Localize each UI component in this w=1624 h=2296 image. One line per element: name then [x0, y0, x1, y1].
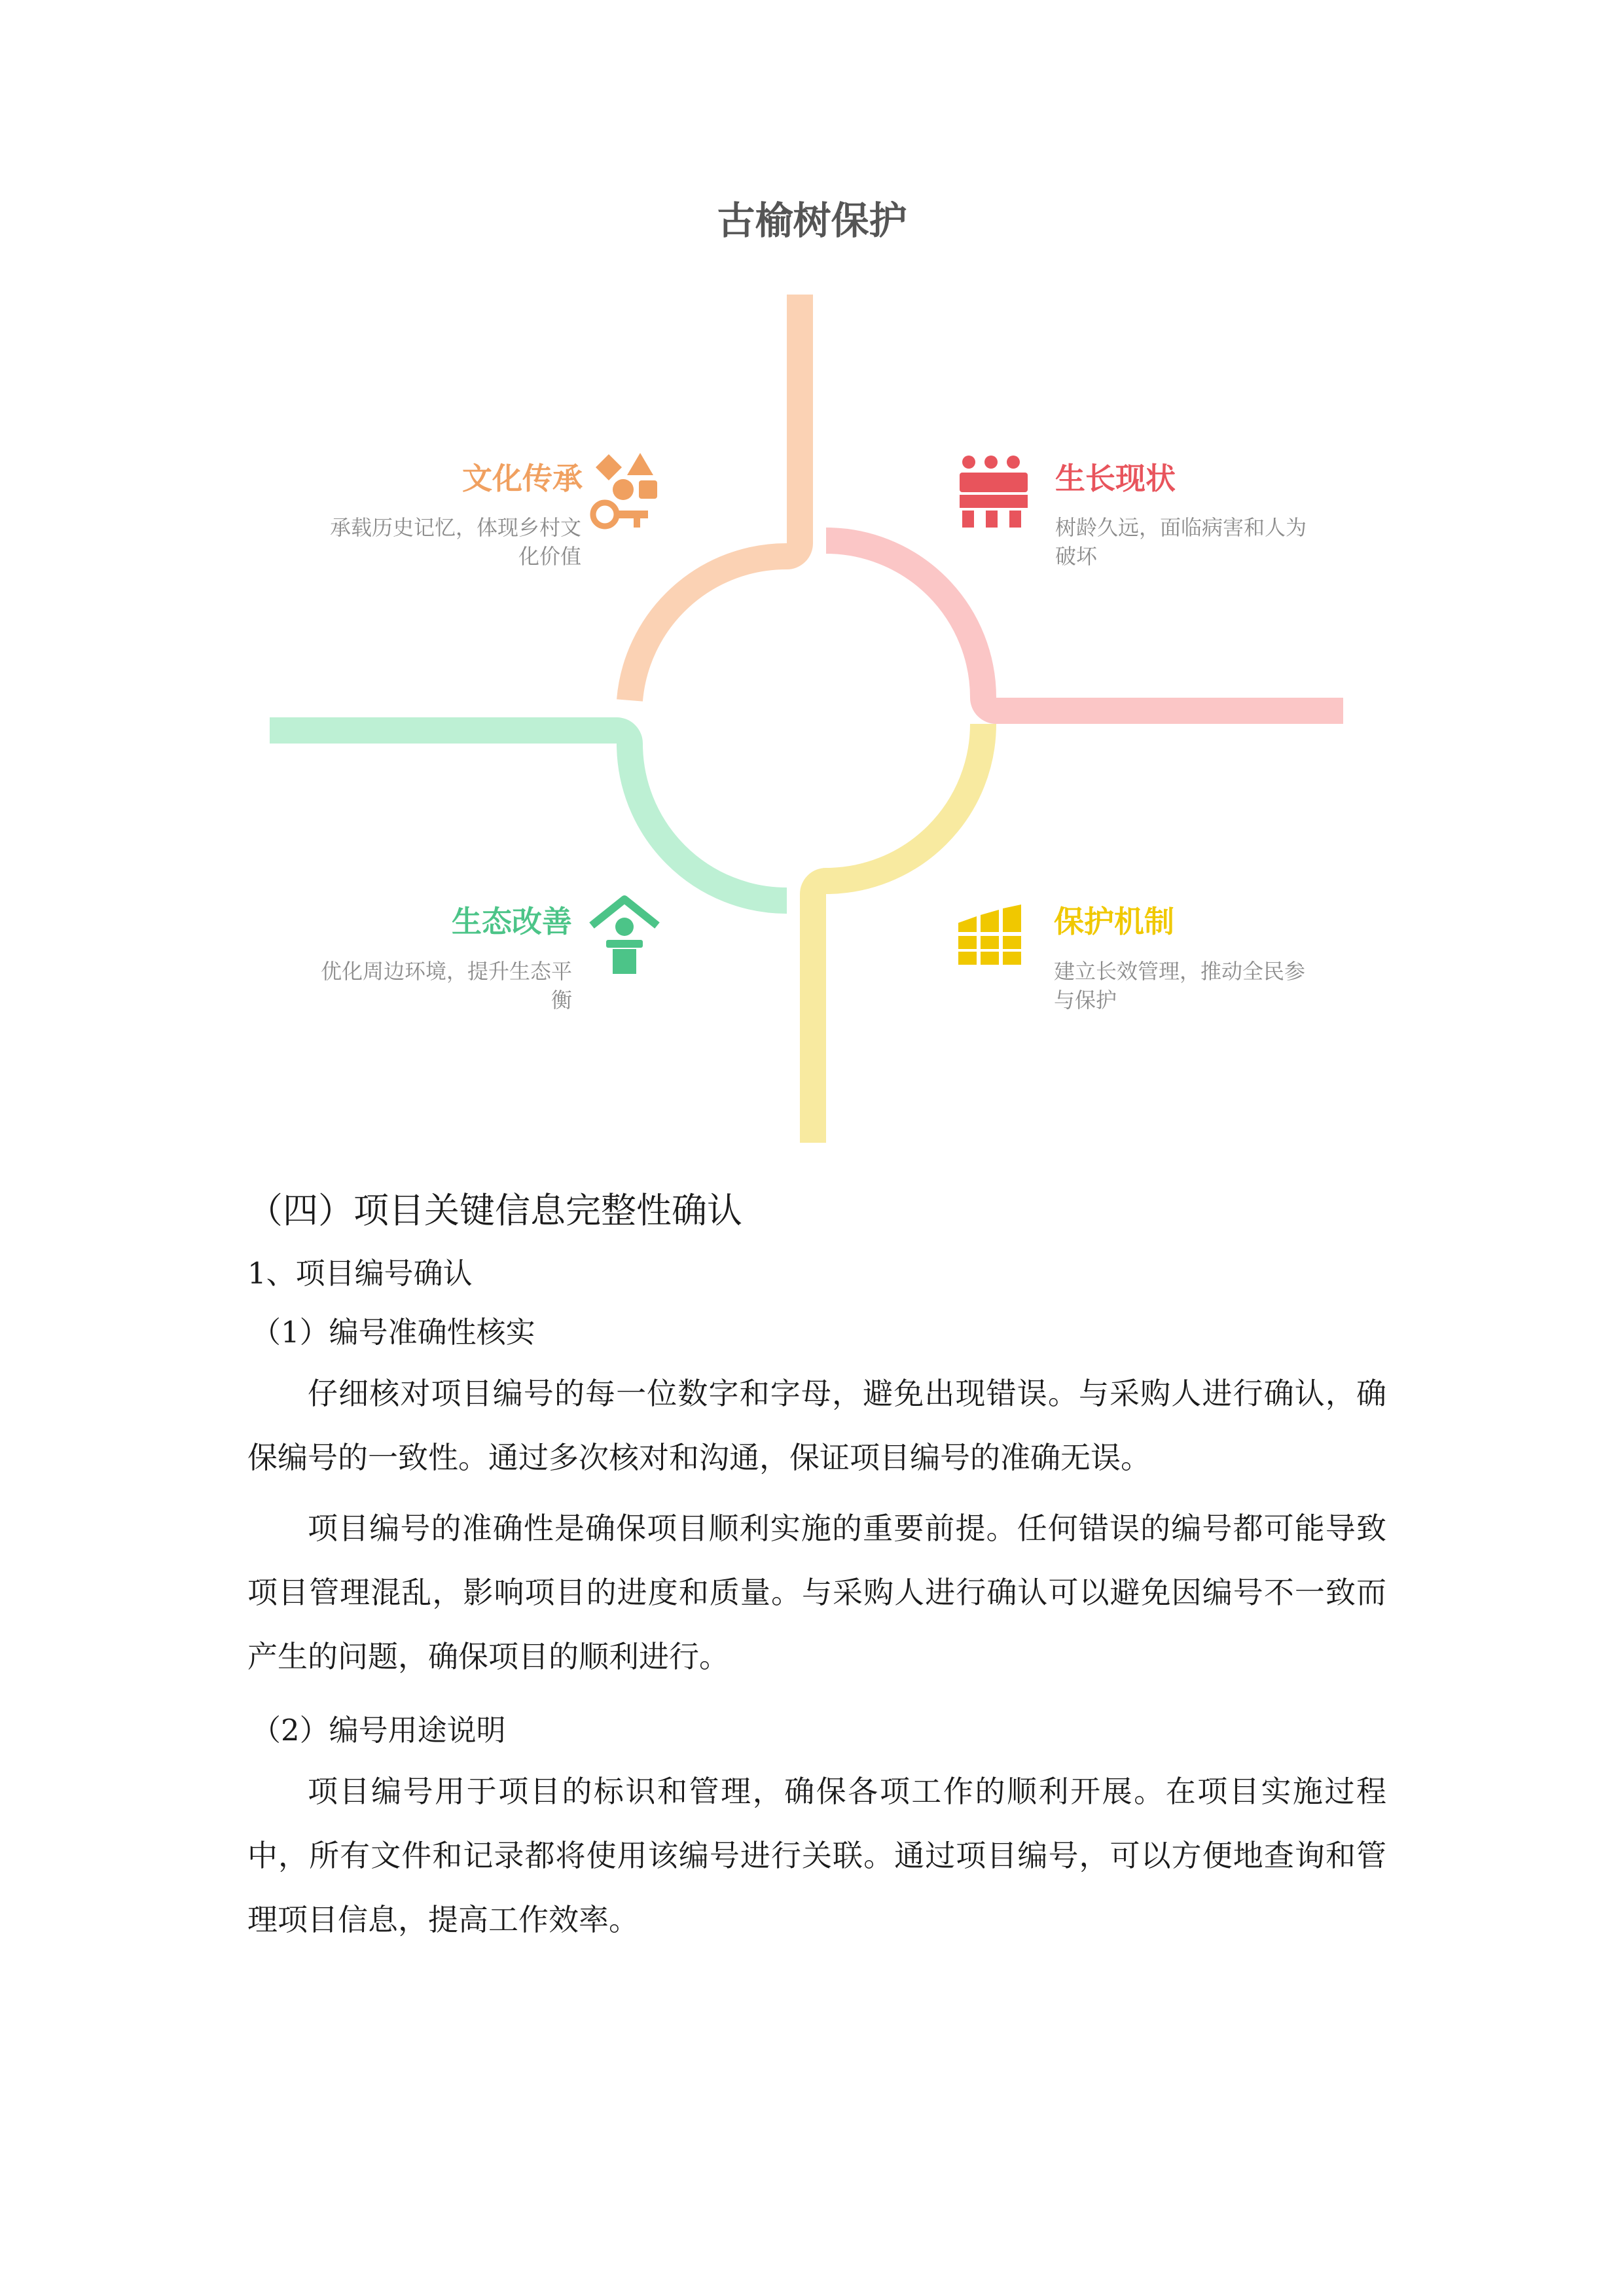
bar-blocks-icon: [956, 903, 1034, 969]
group-people-icon: [957, 453, 1036, 531]
ecology-heading: 生态改善: [452, 904, 572, 939]
house-person-icon: [586, 894, 665, 979]
growth-desc: 树龄久远，面临病害和人为破坏: [1055, 515, 1307, 569]
protection-desc: 建立长效管理，推动全民参与保护: [1054, 959, 1306, 1013]
item2-title: （2）编号用途说明: [251, 1713, 506, 1748]
ecology-desc: 优化周边环境，提升生态平衡: [320, 959, 572, 1013]
culture-heading: 文化传承: [462, 461, 583, 496]
section-title: （四）项目关键信息完整性确认: [247, 1190, 742, 1231]
item1-paragraph-1: 仔细核对项目编号的每一位数字和字母，避免出现错误。与采购人进行确认，确保编号的一致性。通过多次核对和沟通，保证项目编号的准确无误。: [247, 1376, 1386, 1475]
culture-desc: 承载历史记忆，体现乡村文化价值: [329, 515, 581, 569]
ecology-arm: [270, 730, 787, 901]
shapes-key-icon: [588, 449, 666, 534]
document-body: [247, 1178, 1386, 1952]
sub-title: 1、项目编号确认: [247, 1256, 473, 1291]
item1-title: （1）编号准确性核实: [251, 1315, 535, 1350]
growth-heading: 生长现状: [1055, 461, 1176, 496]
protection-heading: 保护机制: [1054, 904, 1174, 939]
item1-paragraph-2: 项目编号的准确性是确保项目顺利实施的重要前提。任何错误的编号都可能导致项目管理混乱，影响项目的进度和质量。与采购人进行确认可以避免因编号不一致而产生的问题，确保项目的顺利进行。: [247, 1511, 1386, 1674]
diagram-title: 古榆树保护: [717, 198, 907, 243]
item2-paragraph-1: 项目编号用于项目的标识和管理，确保各项工作的顺利开展。在项目实施过程中，所有文件和记录都将使用该编号进行关联。通过项目编号，可以方便地查询和管理项目信息，提高工作效率。: [247, 1774, 1386, 1937]
